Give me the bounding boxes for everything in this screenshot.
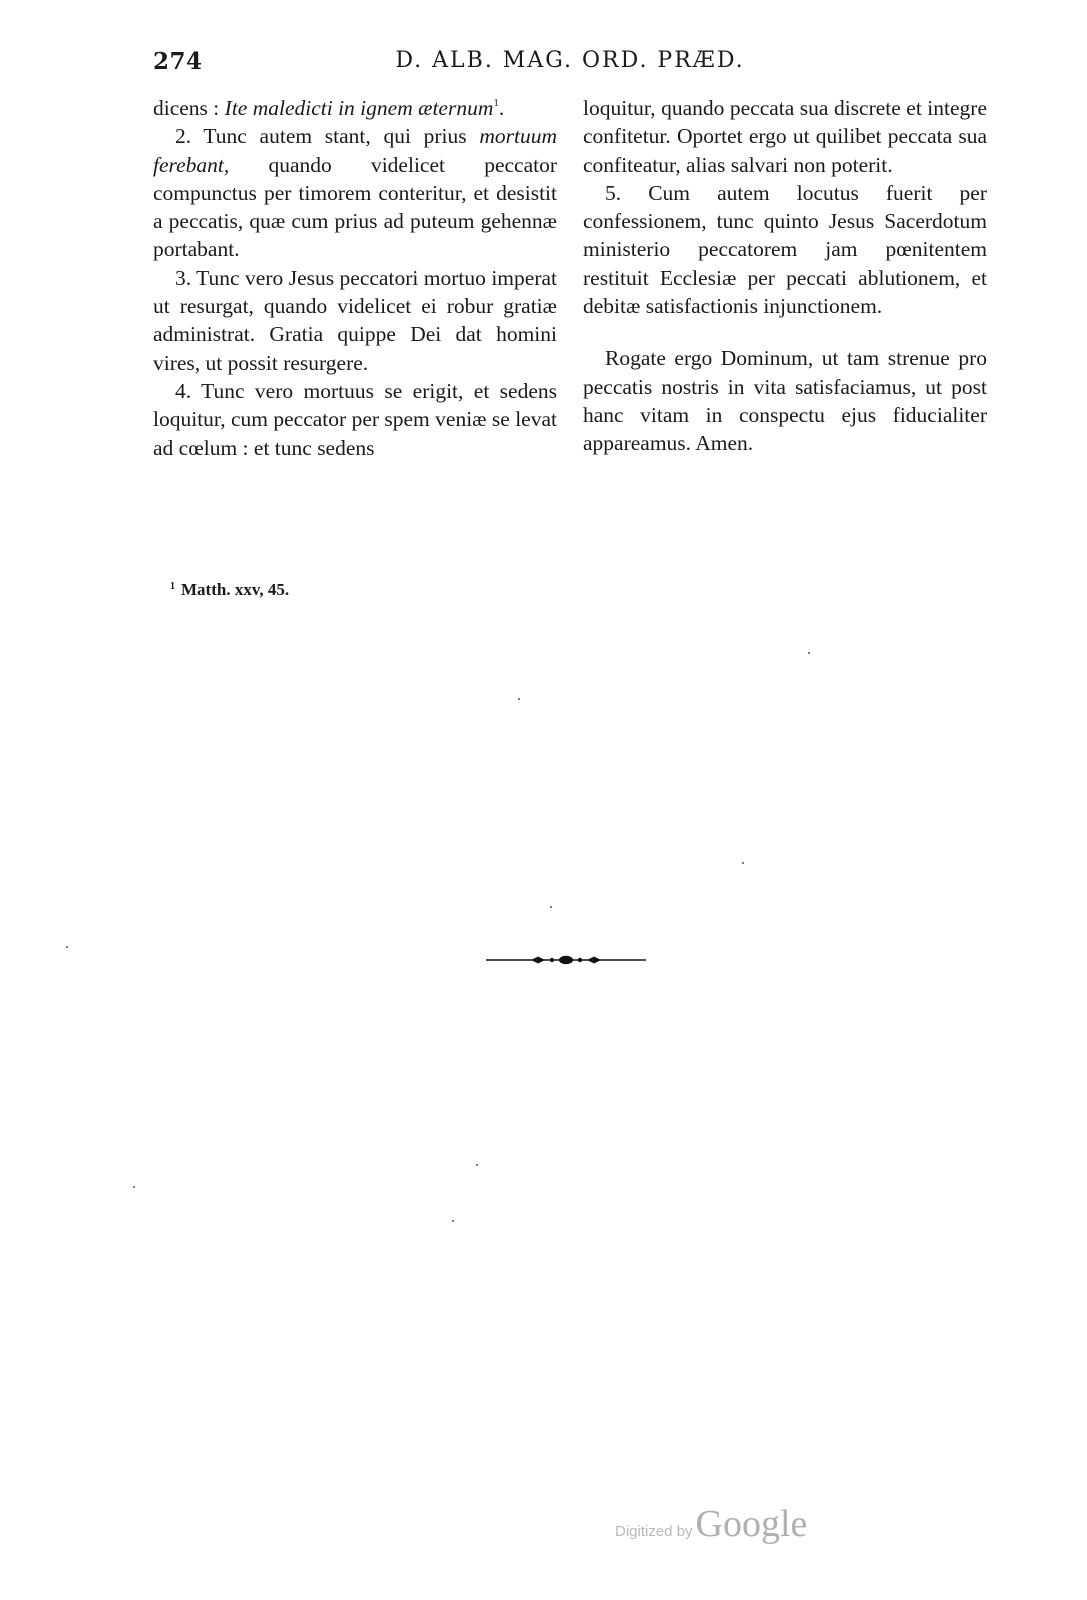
paragraph-1: dicens : Ite maledicti in ignem æternum$^1$.	[153, 96, 505, 120]
scan-speck	[133, 1186, 135, 1188]
scan-speck	[518, 698, 520, 700]
google-logo: Google	[695, 1503, 808, 1545]
watermark-prefix: Digitized by	[615, 1523, 693, 1540]
italic-phrase: mortuum ferebant,	[153, 124, 557, 177]
left-column	[153, 94, 557, 462]
paragraph-continued: loquitur, quando peccata sua discrete et integre confitetur. Oportet ergo ut quilibet peccata sua confiteatur, alias salvari non poterit.	[583, 96, 987, 177]
ornament-divider-icon	[486, 952, 646, 968]
paragraph-4: 4. Tunc vero mortuus se erigit, et sedens loquitur, cum peccator per spem veniæ se levat ad cœlum : et tunc sedens	[153, 378, 557, 460]
digitized-watermark	[615, 1502, 807, 1546]
paragraph-2: 2. Tunc autem stant, qui prius mortuum ferebant, quando videlicet peccator compunctus per timorem conteritur, et desistit a peccatis, quæ cum prius ad puteum gehennæ portabant.	[153, 124, 557, 262]
right-column	[583, 94, 987, 458]
footnote	[170, 580, 289, 600]
scan-speck	[550, 906, 552, 908]
paragraph-3: 3. Tunc vero Jesus peccatori mortuo imperat ut resurgat, quando videlicet ei robur gratiæ administrat. Gratia quippe Dei dat homini vires, ut possit resurgere.	[153, 265, 557, 375]
page-number: 274	[153, 48, 203, 75]
footnote-text: Matth. xxv, 45.	[181, 580, 290, 599]
paragraph-5: 5. Cum autem locutus fuerit per confessionem, tunc quinto Jesus Sacerdotum ministerio peccatorem jam pœnitentem restituit Ecclesiæ per peccati ablutionem, et debitæ satisfactionis injunctionem.	[583, 180, 987, 319]
scan-speck	[742, 862, 744, 864]
scan-speck	[476, 1164, 478, 1166]
scripture-quote: Ite maledicti in ignem æternum	[224, 96, 494, 120]
footnote-reference[interactable]: 1	[493, 97, 499, 109]
scan-speck	[808, 652, 810, 654]
running-head: D. ALB. MAG. ORD. PRÆD.	[395, 48, 745, 73]
scan-speck	[66, 946, 68, 948]
closing-paragraph: Rogate ergo Dominum, ut tam strenue pro peccatis nostris in vita satisfaciamus, ut post hanc vitam in conspectu ejus fiducialiter appareamus. Amen.	[583, 346, 987, 456]
scan-speck	[452, 1220, 454, 1222]
footnote-marker: 1	[170, 581, 175, 592]
